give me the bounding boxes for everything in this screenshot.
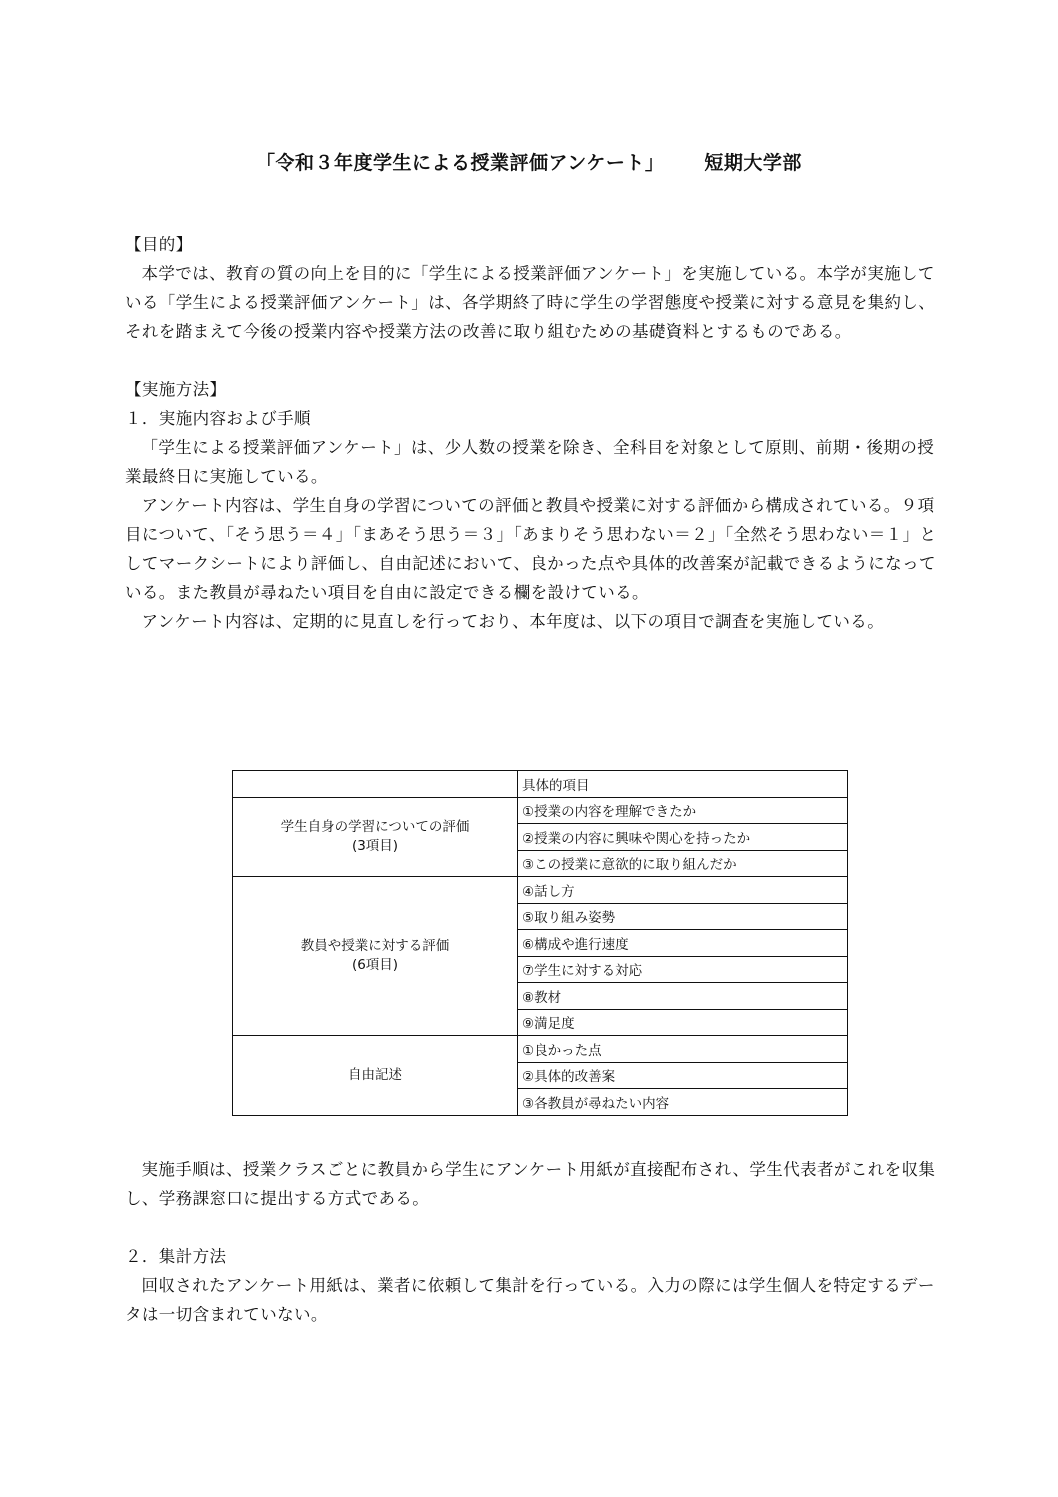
method-paragraph-3: アンケート内容は、定期的に見直しを行っており、本年度は、以下の項目で調査を実施している。 [141, 612, 885, 631]
purpose-heading: 【目的】 [125, 235, 193, 254]
after-table-content [125, 1155, 937, 1329]
item-cell: ①授業の内容を理解できたか [518, 797, 848, 824]
table-header-left [233, 771, 518, 798]
category-count: (3項目) [351, 837, 399, 854]
table-row [233, 1036, 848, 1063]
method-subheading-2: ２．集計方法 [125, 1247, 227, 1266]
item-cell: ③この授業に意欲的に取り組んだか [518, 850, 848, 877]
purpose-paragraph: 本学では、教育の質の向上を目的に「学生による授業評価アンケート」を実施している。本学が実施している「学生による授業評価アンケート」は、各学期終了時に学生の学習態度や授業に対する意見を集約し、それを踏まえて今後の授業内容や授業方法の改善に取り組むための基礎資料とするものである。 [125, 264, 936, 341]
table-header-right: 具体的項目 [518, 771, 848, 798]
page-title [0, 148, 1058, 175]
table-row [233, 797, 848, 824]
table-row [233, 877, 848, 904]
item-cell: ⑨満足度 [518, 1009, 848, 1036]
category-cell [233, 877, 518, 1036]
item-cell: ①良かった点 [518, 1036, 848, 1063]
category-name: 教員や授業に対する評価 [300, 938, 450, 954]
method-subheading-1: １．実施内容および手順 [125, 409, 311, 428]
method-heading: 【実施方法】 [125, 380, 227, 399]
method-paragraph-2: アンケート内容は、学生自身の学習についての評価と教員や授業に対する評価から構成されている。９項目について、「そう思う＝４」「まあそう思う＝３」「あまりそう思わない＝２」「全然そう思わない＝１」としてマークシートにより評価し、自由記述において、良かった点や具体的改善案が記載できるようになっている。また教員が尋ねたい項目を自由に設定できる欄を設けている。 [125, 496, 937, 602]
method-paragraph-1: 「学生による授業評価アンケート」は、少人数の授業を除き、全科目を対象として原則、前期・後期の授業最終日に実施している。 [125, 438, 935, 486]
table-header-row [233, 771, 848, 798]
category-name: 自由記述 [348, 1066, 402, 1083]
item-cell: ②具体的改善案 [518, 1062, 848, 1089]
title-main: 「令和３年度学生による授業評価アンケート」 [256, 152, 665, 174]
item-cell: ⑥構成や進行速度 [518, 930, 848, 957]
item-cell: ②授業の内容に興味や関心を持ったか [518, 824, 848, 851]
body-content [125, 230, 937, 636]
category-name: 学生自身の学習についての評価 [280, 818, 470, 835]
title-dept: 短期大学部 [704, 152, 802, 174]
category-cell [233, 797, 518, 877]
item-cell: ③各教員が尋ねたい内容 [518, 1089, 848, 1116]
item-cell: ⑧教材 [518, 983, 848, 1010]
item-cell: ⑤取り組み姿勢 [518, 903, 848, 930]
procedure-paragraph: 実施手順は、授業クラスごとに教員から学生にアンケート用紙が直接配布され、学生代表者がこれを収集し、学務課窓口に提出する方式である。 [125, 1160, 936, 1208]
item-cell: ④話し方 [518, 877, 848, 904]
item-cell: ⑦学生に対する対応 [518, 956, 848, 983]
aggregation-paragraph: 回収されたアンケート用紙は、業者に依頼して集計を行っている。入力の際には学生個人を特定するデータは一切含まれていない。 [125, 1276, 935, 1324]
category-cell [233, 1036, 518, 1116]
category-count: (6項目) [351, 957, 399, 973]
survey-items-table [232, 770, 848, 1116]
